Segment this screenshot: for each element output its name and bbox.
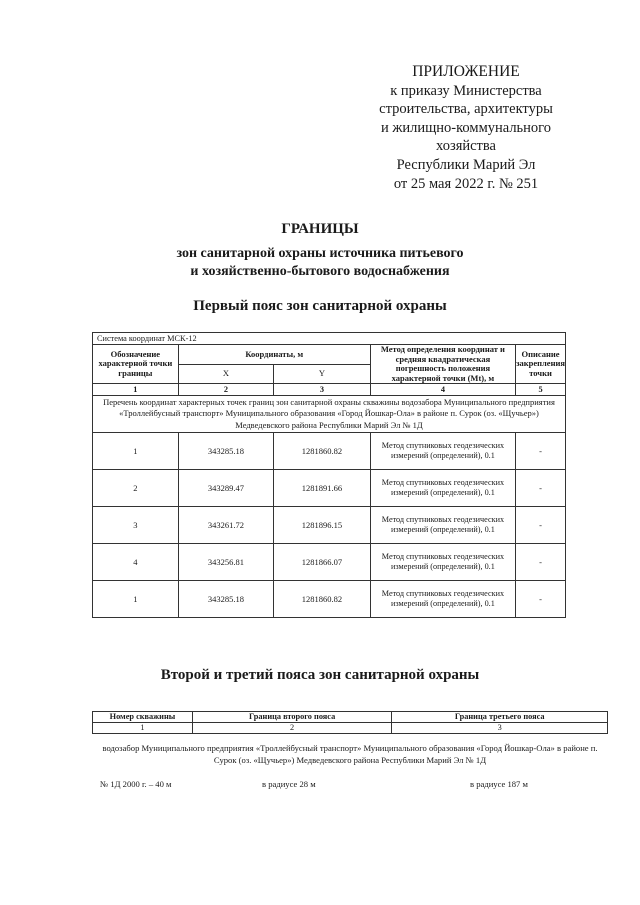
method: Метод спутниковых геодезических измерений (определений), 0.1 [370, 581, 515, 618]
appendix-line: и жилищно-коммунального [380, 119, 552, 136]
coord-x: 343285.18 [178, 581, 274, 618]
col-number: 1 [93, 723, 193, 734]
appendix-line: Республики Марий Эл [396, 156, 536, 173]
header-second-zone: Граница второго пояса [192, 712, 392, 723]
col-number: 3 [274, 384, 371, 396]
third-zone-value: в радиусе 187 м [470, 779, 528, 789]
method: Метод спутниковых геодезических измерений (определений), 0.1 [370, 470, 515, 507]
coord-x: 343289.47 [178, 470, 274, 507]
method: Метод спутниковых геодезических измерений (определений), 0.1 [370, 433, 515, 470]
perechen-caption: Перечень координат характерных точек границ зон санитарной охраны скважины водозабора Муниципального предприятия «Троллейбусный транспорт» Муниципального образования «Город Йошкар-Ола» в районе п. Сурок (оз. «Щучьер») Медведевского района Республики Марий Эл № 1Д [93, 396, 566, 433]
fixation-desc: - [516, 433, 566, 470]
header-y: Y [274, 365, 371, 384]
appendix-line: хозяйства [436, 138, 496, 155]
second-zone-value: в радиусе 28 м [262, 779, 316, 789]
document-title: ГРАНИЦЫ [281, 221, 359, 237]
table-row [93, 433, 566, 470]
header-description: Описание закрепления точки [516, 345, 566, 384]
point-id: 1 [93, 433, 179, 470]
col-number: 2 [192, 723, 392, 734]
coord-x: 343285.18 [178, 433, 274, 470]
table-row [93, 507, 566, 544]
coord-y: 1281866.07 [274, 544, 371, 581]
document-subtitle-line2: и хозяйственно-бытового водоснабжения [190, 264, 450, 279]
table-row [93, 544, 566, 581]
header-designation: Обозначение характерной точки границы [93, 345, 179, 384]
col-number: 2 [178, 384, 274, 396]
header-x: X [178, 365, 274, 384]
fixation-desc: - [516, 544, 566, 581]
header-third-zone: Граница третьего пояса [392, 712, 608, 723]
section2-heading: Второй и третий пояса зон санитарной охраны [160, 667, 480, 683]
first-zone-table [92, 332, 566, 618]
coord-y: 1281891.66 [274, 470, 371, 507]
fixation-desc: - [516, 507, 566, 544]
header-well: Номер скважины [93, 712, 193, 723]
water-intake-note: водозабор Муниципального предприятия «Троллейбусный транспорт» Муниципального образования «Город Йошкар-Ола» в районе п. Сурок (оз. «Щучьер») Медведевского района Республики Марий Эл № 1Д [102, 743, 598, 765]
point-id: 2 [93, 470, 179, 507]
col-number: 5 [516, 384, 566, 396]
method: Метод спутниковых геодезических измерений (определений), 0.1 [370, 544, 515, 581]
coordinate-system: Система координат МСК-12 [93, 333, 566, 345]
col-number: 3 [392, 723, 608, 734]
point-id: 4 [93, 544, 179, 581]
second-third-zone-table [92, 711, 608, 734]
header-method: Метод определения координат и средняя квадратическая погрешность положения характерной точки (Mt), м [370, 345, 515, 384]
table-row [93, 470, 566, 507]
coord-x: 343256.81 [178, 544, 274, 581]
appendix-line: к приказу Министерства [390, 82, 542, 99]
appendix-block [330, 63, 602, 193]
col-number: 4 [370, 384, 515, 396]
coord-x: 343261.72 [178, 507, 274, 544]
point-id: 3 [93, 507, 179, 544]
appendix-line: ПРИЛОЖЕНИЕ [412, 63, 520, 80]
coord-y: 1281860.82 [274, 433, 371, 470]
document-subtitle-line1: зон санитарной охраны источника питьевого [176, 246, 464, 261]
coord-y: 1281860.82 [274, 581, 371, 618]
fixation-desc: - [516, 470, 566, 507]
appendix-line: строительства, архитектуры [379, 101, 553, 118]
coord-y: 1281896.15 [274, 507, 371, 544]
fixation-desc: - [516, 581, 566, 618]
appendix-line: от 25 мая 2022 г. № 251 [393, 175, 539, 192]
section1-heading: Первый пояс зон санитарной охраны [193, 298, 447, 314]
col-number: 1 [93, 384, 179, 396]
method: Метод спутниковых геодезических измерений (определений), 0.1 [370, 507, 515, 544]
well-value: № 1Д 2000 г. – 40 м [100, 779, 172, 789]
table-row [93, 581, 566, 618]
header-coords: Координаты, м [178, 345, 370, 365]
point-id: 1 [93, 581, 179, 618]
